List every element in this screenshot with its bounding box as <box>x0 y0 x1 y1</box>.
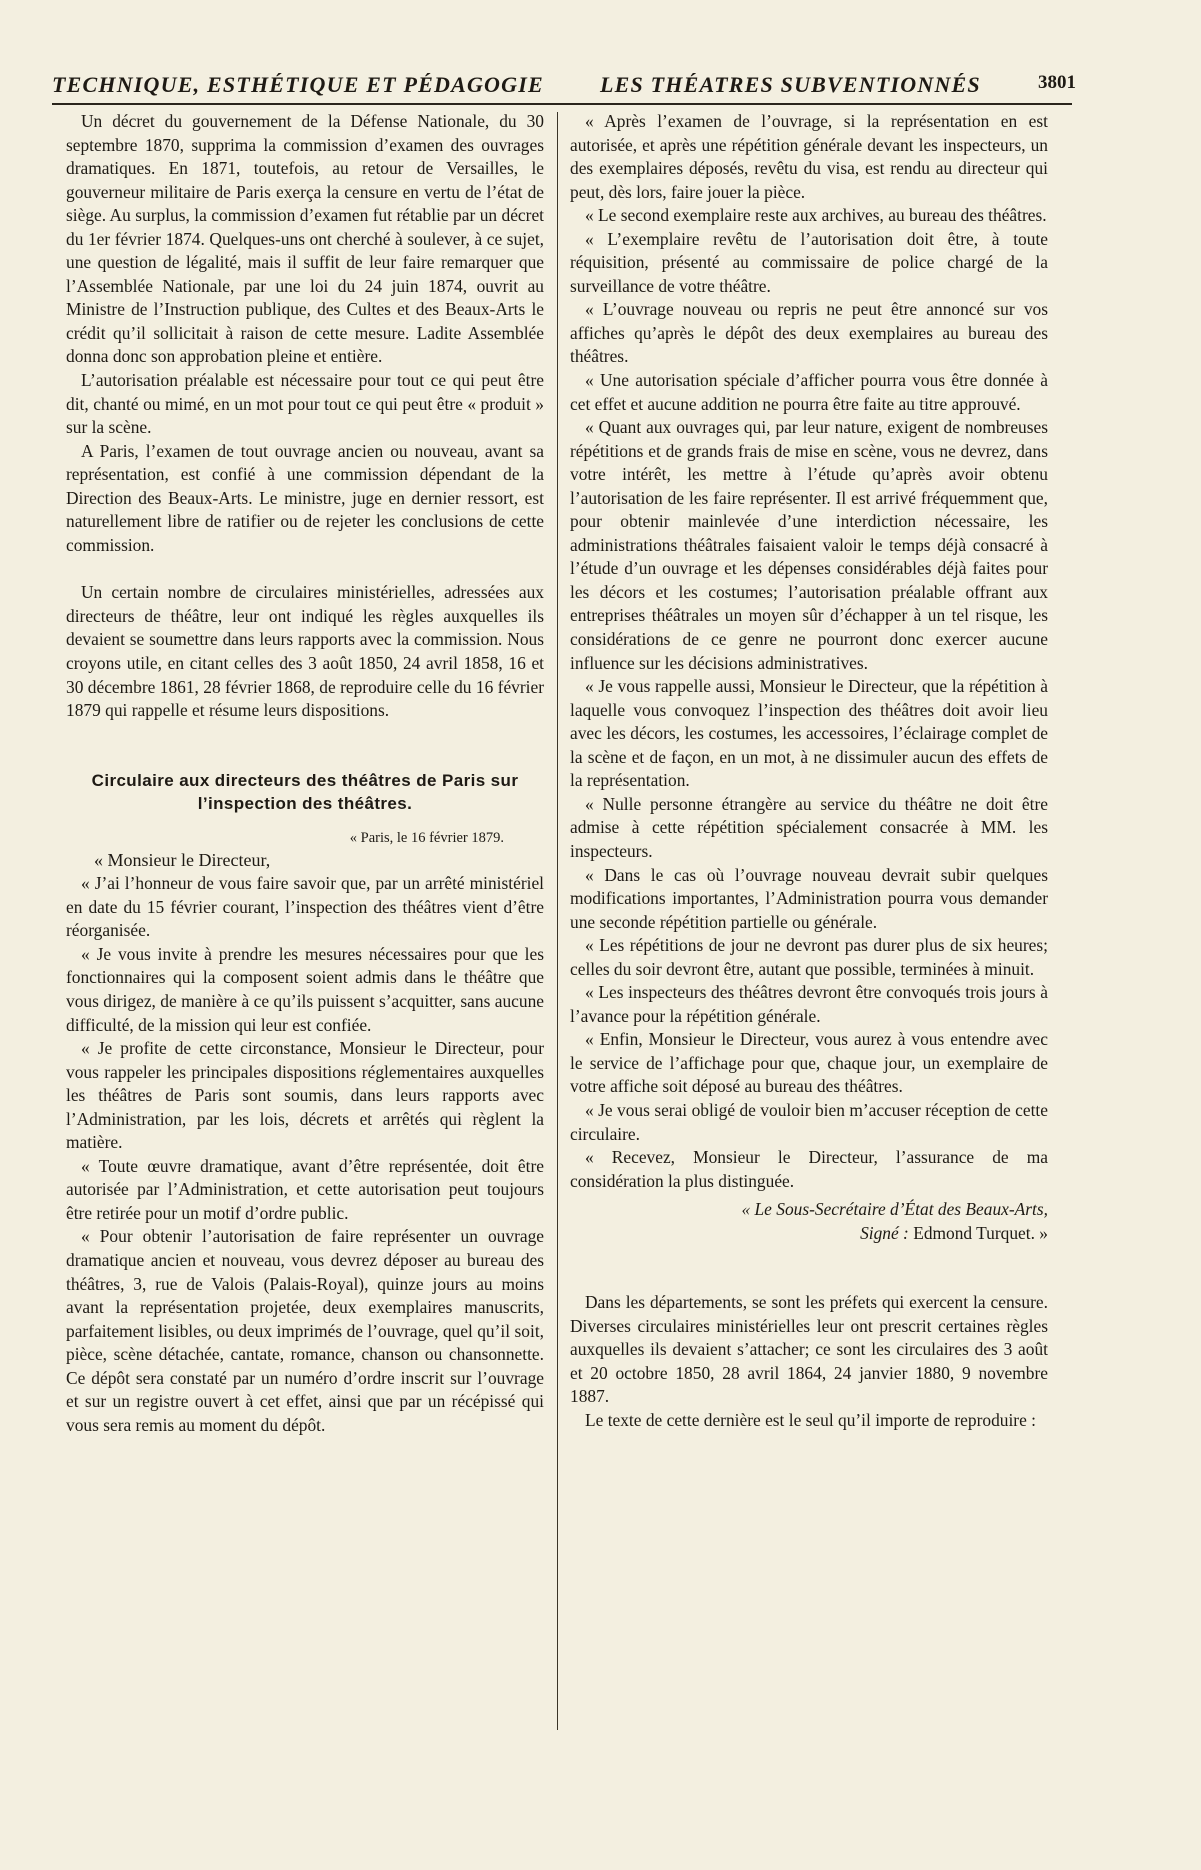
paragraph: « Dans le cas où l’ouvrage nouveau devrait subir quelques modifications importantes, l’Administration pourra vous demander une seconde répétition partielle ou générale. <box>570 864 1048 932</box>
paragraph: « Les répétitions de jour ne devront pas durer plus de six heures; celles du soir devront être, autant que possible, terminées à minuit. <box>570 935 1048 979</box>
paragraph: « Quant aux ouvrages qui, par leur nature, exigent de nombreuses répétitions et de grands frais de mise en scène, vous ne devrez, dans votre intérêt, les mettre à l’étude qu’après avoir obtenu l’autorisation de les faire représenter. Il est arrivé fréquemment que, pour obtenir mainlevée d’une interdiction nécessaire, les administrations théâtrales faisaient valoir le temps déjà consacré à l’étude d’un ouvrage et les dépenses considérables déjà faites pour les décors et les costumes; l’autorisation préalable offrant aux entreprises théâtrales un moyen sûr d’échapper à un tel risque, les considérations de ce genre ne pourront donc exercer aucune influence sur les décisions administratives. <box>570 417 1048 673</box>
paragraph: « Toute œuvre dramatique, avant d’être représentée, doit être autorisée par l’Administration, et cette autorisation peut toujours être retirée pour un motif d’ordre public. <box>66 1155 544 1223</box>
signature-title: « Le Sous-Secrétaire d’État des Beaux-Arts, <box>741 1199 1048 1220</box>
column-divider <box>557 112 558 1730</box>
paragraph: Un certain nombre de circulaires ministérielles, adressées aux directeurs de théâtre, leur ont indiqué les règles auxquelles ils devaient se soumettre dans leurs rapports avec la commission. Nous croyons utile, en citant celles des 3 août 1850, 24 avril 1858, 16 et 30 décembre 1861, 28 février 1868, de reproduire celle du 16 février 1879 qui rappelle et résume leurs dispositions. <box>66 582 544 721</box>
paragraph: « Je vous rappelle aussi, Monsieur le Directeur, que la répétition à laquelle vous convoquez l’inspection des théâtres doit avoir lieu avec les décors, les costumes, les accessoires, l’éclairage complet de la scène et de façon, en un mot, à ne dissimuler aucun des effets de la représentation. <box>570 676 1048 791</box>
circular-dateline: « Paris, le 16 février 1879. <box>349 829 504 846</box>
paragraph: « Une autorisation spéciale d’afficher pourra vous être donnée à cet effet et aucune addition ne pourra être faite au titre approuvé. <box>570 370 1048 414</box>
right-column <box>570 110 1048 1432</box>
circular-title: Circulaire aux directeurs des théâtres de Paris sur l’inspection des théâtres. <box>91 770 519 813</box>
paragraph: « Je vous serai obligé de vouloir bien m’accuser réception de cette circulaire. <box>570 1099 1048 1144</box>
signature-name: Edmond Turquet. » <box>908 1223 1048 1244</box>
running-header <box>52 72 1076 102</box>
left-column <box>66 110 544 1437</box>
paragraph: « Enfin, Monsieur le Directeur, vous aurez à vous entendre avec le service de l’affichage pour que, chaque jour, un exemplaire de votre affiche soit déposé au bureau des théâtres. <box>570 1029 1048 1097</box>
salutation: « Monsieur le Directeur, <box>94 849 271 870</box>
paragraph: « Recevez, Monsieur le Directeur, l’assurance de ma considération la plus distinguée. <box>570 1147 1048 1191</box>
paragraph: Dans les départements, se sont les préfets qui exercent la censure. Diverses circulaires ministérielles leur ont prescrit certaines règles auxquelles ils devaient s’attacher; ce sont les circulaires des 3 août et 20 octobre 1850, 28 avril 1864, 24 janvier 1880, 9 novembre 1887. <box>570 1292 1048 1407</box>
header-chapter-title: LES THÉATRES SUBVENTIONNÉS <box>600 72 981 97</box>
paragraph: « Je vous invite à prendre les mesures nécessaires pour que les fonctionnaires qui la composent soient admis dans le théâtre que vous dirigez, de manière à ce qu’ils puissent s’acquitter, sans aucune difficulté, de la mission qui leur est confiée. <box>66 943 544 1035</box>
paragraph: « Après l’examen de l’ouvrage, si la représentation en est autorisée, et après une répétition générale devant les inspecteurs, un des exemplaires déposés, revêtu du visa, est rendu au directeur qui peut, dès lors, faire jouer la pièce. <box>570 111 1048 202</box>
paragraph: « L’ouvrage nouveau ou repris ne peut être annoncé sur vos affiches qu’après le dépôt des deux exemplaires au bureau des théâtres. <box>570 299 1048 367</box>
paragraph: L’autorisation préalable est nécessaire pour tout ce qui peut être dit, chanté ou mimé, en un mot pour tout ce qui peut être « produit » sur la scène. <box>66 370 544 438</box>
paragraph: « Les inspecteurs des théâtres devront être convoqués trois jours à l’avance pour la répétition générale. <box>570 982 1048 1026</box>
header-rule <box>52 103 1072 105</box>
paragraph: A Paris, l’examen de tout ouvrage ancien ou nouveau, avant sa représentation, est confié à une commission dépendant de la Direction des Beaux-Arts. Le ministre, juge en dernier ressort, est naturellement libre de ratifier ou de rejeter les conclusions de cette commission. <box>66 440 544 555</box>
paragraph: « Pour obtenir l’autorisation de faire représenter un ouvrage dramatique ancien et nouveau, vous devrez déposer au bureau des théâtres, 3, rue de Valois (Palais-Royal), quinze jours au moins avant la représentation projetée, deux exemplaires manuscrits, parfaitement lisibles, ou deux imprimés de l’ouvrage, quel qu’il soit, pièce, scène détachée, cantate, romance, chanson ou chansonnette. Ce dépôt sera constaté par un numéro d’ordre inscrit sur l’ouvrage et sur un registre ouvert à cet effet, ainsi que par un récépissé qui vous sera remis au moment du dépôt. <box>66 1226 544 1435</box>
paragraph: « J’ai l’honneur de vous faire savoir que, par un arrêté ministériel en date du 15 février courant, l’inspection des théâtres vient d’être réorganisée. <box>66 873 544 941</box>
header-section-title: TECHNIQUE, ESTHÉTIQUE ET PÉDAGOGIE <box>52 72 544 97</box>
paragraph: « Le second exemplaire reste aux archives, au bureau des théâtres. <box>585 205 1047 226</box>
paragraph: Un décret du gouvernement de la Défense Nationale, du 30 septembre 1870, supprima la commission d’examen des ouvrages dramatiques. En 1871, toutefois, au retour de Versailles, le gouverneur militaire de Paris exerça la censure en vertu de l’état de siège. Au surplus, la commission d’examen fut rétablie par un décret du 1er février 1874. Quelques-uns ont cherché à soulever, à ce sujet, une question de légalité, mais il suffit de leur faire remarquer que l’Assemblée Nationale, par une loi du 24 juin 1874, ouvrit au Ministre de l’Instruction publique, des Cultes et des Beaux-Arts le crédit qu’il sollicitait à raison de cette mesure. Ladite Assemblée donna donc son approbation pleine et entière. <box>66 111 544 367</box>
paragraph: « Nulle personne étrangère au service du théâtre ne doit être admise à cette répétition spécialement consacrée à MM. les inspecteurs. <box>570 793 1048 861</box>
paragraph: « L’exemplaire revêtu de l’autorisation doit être, à toute réquisition, présenté au commissaire de police chargé de la surveillance de votre théâtre. <box>570 228 1048 296</box>
paragraph: « Je profite de cette circonstance, Monsieur le Directeur, pour vous rappeler les principales dispositions réglementaires auxquelles les théâtres de Paris sont soumis, dans leurs rapports avec l’Administration, par les lois, décrets et arrêtés qui règlent la matière. <box>66 1038 544 1153</box>
signature-line <box>570 1221 1048 1245</box>
page-number: 3801 <box>1038 72 1076 93</box>
signature-label: Signé : <box>860 1223 909 1244</box>
signature-block <box>570 1197 1048 1245</box>
paragraph: Le texte de cette dernière est le seul qu’il importe de reproduire : <box>585 1409 1036 1430</box>
